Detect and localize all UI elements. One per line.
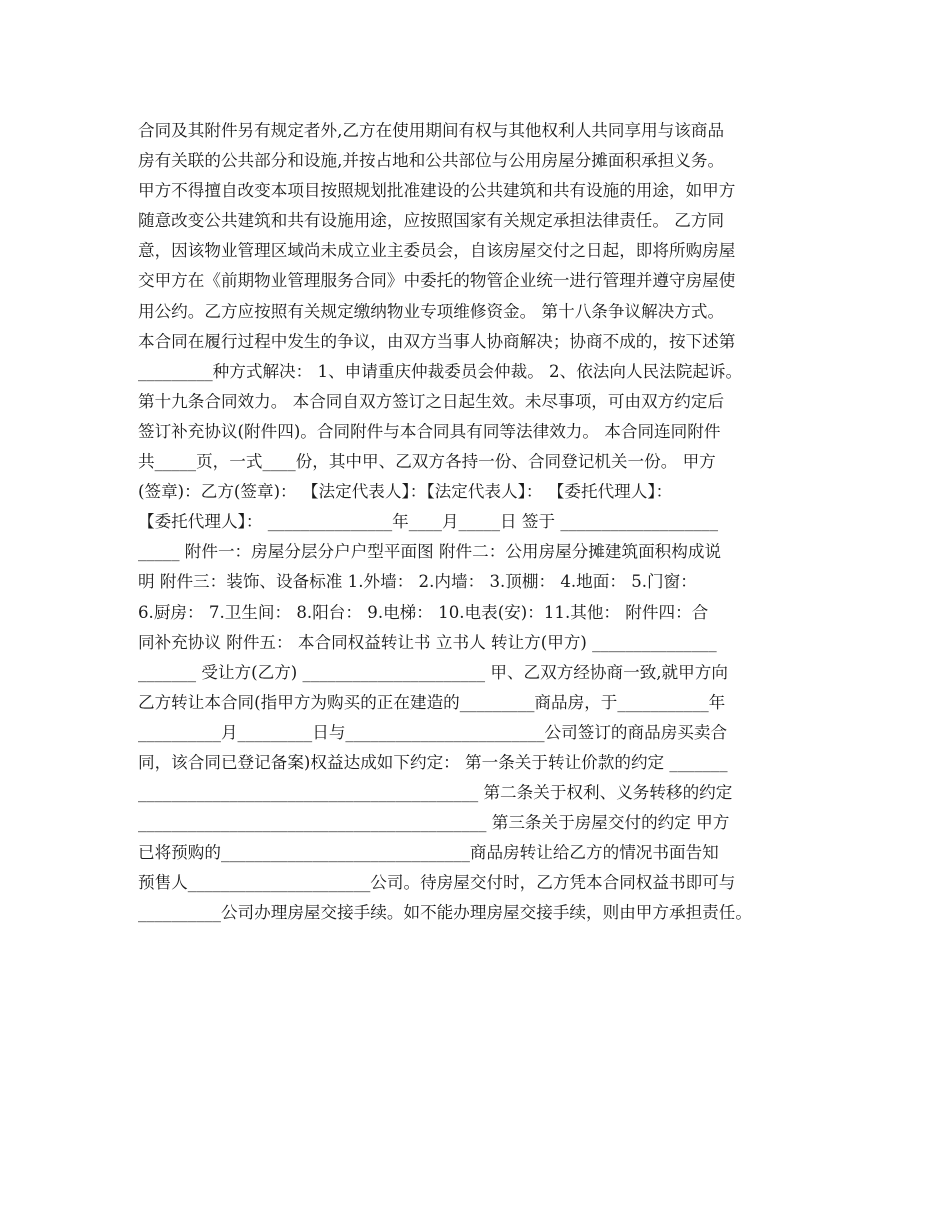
text-line: 房有关联的公共部分和设施,并按占地和公共部位与公用房屋分摊面积承担义务。 (138, 151, 725, 171)
text-line: __________月_________日与________________________公司签订的商品房买卖合 (138, 722, 728, 742)
document-body (138, 116, 838, 929)
text-line: _______ 受让方(乙方) ______________________ 甲、乙双方经协商一致,就甲方向 (138, 662, 728, 682)
text-line: 【委托代理人】： _______________年____月_____日 签于 ___________________ (138, 512, 719, 532)
text-line: 本合同在履行过程中发生的争议，由双方当事人协商解决；协商不成的，按下述第 (138, 331, 736, 351)
text-line: 明 附件三：装饰、设备标准 1.外墙： 2.内墙： 3.顶棚： 4.地面： 5.门窗： (138, 572, 697, 592)
text-line: _________________________________________ 第二条关于权利、义务转移的约定 (138, 783, 733, 803)
text-line: 甲方不得擅自改变本项目按照规划批准建设的公共建筑和共有设施的用途，如甲方 (138, 181, 736, 201)
text-line: 第十九条合同效力。 本合同自双方签订之日起生效。未尽事项，可由双方约定后 (138, 391, 725, 411)
text-line: 签订补充协议(附件四)。合同附件与本合同具有同等法律效力。 本合同连同附件 (138, 421, 721, 441)
text-line: 已将预购的______________________________商品房转让给乙方的情况书面告知 (138, 843, 719, 863)
text-line: __________公司办理房屋交接手续。如不能办理房屋交接手续，则由甲方承担责任。 (138, 903, 752, 923)
text-line: (签章)：乙方(签章)： 【法定代表人】：【法定代表人】： 【委托代理人】： (138, 482, 673, 502)
text-line: 交甲方在《前期物业管理服务合同》中委托的物管企业统一进行管理并遵守房屋使 (138, 271, 736, 291)
text-line: _____ 附件一：房屋分层分户户型平面图 附件二：公用房屋分摊建筑面积构成说 (138, 542, 722, 562)
text-line: _________种方式解决： 1、申请重庆仲裁委员会仲裁。 2、依法向人民法院起诉。 (138, 361, 743, 381)
text-line: 用公约。乙方应按照有关规定缴纳物业专项维修资金。 第十八条争议解决方式。 (138, 301, 725, 321)
text-line: 6.厨房： 7.卫生间： 8.阳台： 9.电梯： 10.电表(安)：11.其他： 附件四：合 (138, 602, 709, 622)
text-line: 共_____页，一式____份，其中甲、乙双方各持一份、合同登记机关一份。 甲方 (138, 452, 716, 472)
text-line: 同补充协议 附件五： 本合同权益转让书 立书人 转让方(甲方) _______________ (138, 632, 717, 652)
text-line: 意，因该物业管理区域尚未成立业主委员会，自该房屋交付之日起，即将所购房屋 (138, 241, 736, 261)
text-line: __________________________________________ 第三条关于房屋交付的约定 甲方 (138, 813, 730, 833)
text-line: 合同及其附件另有规定者外,乙方在使用期间有权与其他权利人共同享用与该商品 (138, 121, 725, 140)
text-line: 随意改变公共建筑和共有设施用途，应按照国家有关规定承担法律责任。 乙方同 (138, 211, 725, 231)
text-line: 乙方转让本合同(指甲方为购买的正在建造的_________商品房，于___________年 (138, 692, 726, 712)
text-line: 预售人______________________公司。待房屋交付时，乙方凭本合同权益书即可与 (138, 873, 736, 893)
text-line: 同，该合同已登记备案)权益达成如下约定： 第一条关于转让价款的约定 _______ (138, 752, 728, 772)
